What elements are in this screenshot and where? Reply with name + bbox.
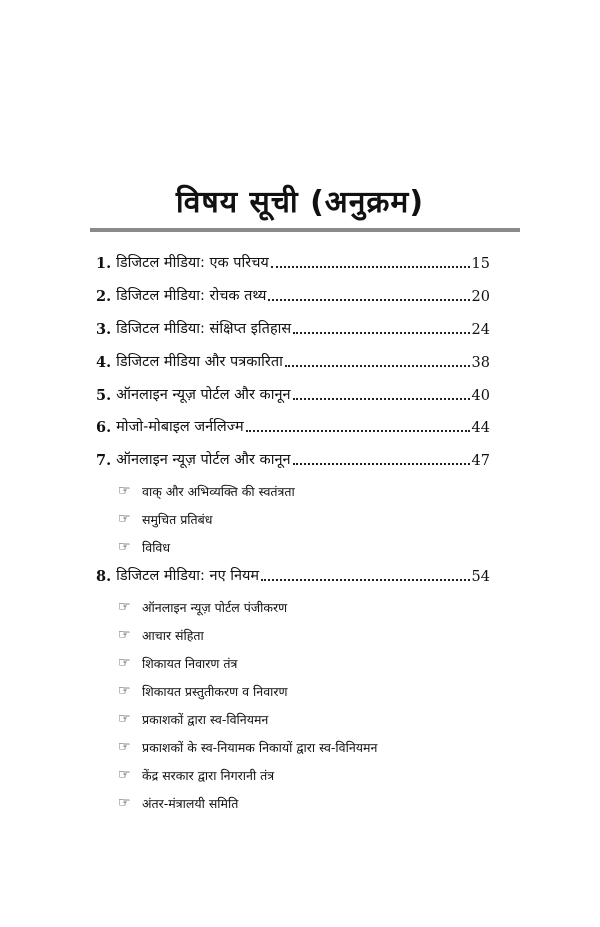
toc-entry-2[interactable] — [96, 283, 490, 305]
pointing-hand-icon: ☞ — [118, 599, 131, 615]
sub-item[interactable] — [118, 481, 295, 501]
sub-item[interactable] — [118, 765, 274, 785]
pointing-hand-icon: ☞ — [118, 627, 131, 643]
entry-number: 3. — [96, 321, 112, 338]
entry-page: 54 — [471, 569, 490, 585]
pointing-hand-icon: ☞ — [118, 683, 131, 699]
entry-title: डिजिटल मीडिया और पत्रकारिता — [116, 354, 283, 370]
page-title: विषय सूची (अनुक्रम) — [175, 185, 425, 220]
sub-item-label: विविध — [142, 539, 171, 555]
toc-entry-4[interactable] — [96, 349, 490, 371]
entry-number: 2. — [96, 288, 112, 305]
sub-item-label: आचार संहिता — [142, 627, 204, 643]
toc-entry-8[interactable] — [96, 563, 490, 585]
entry-title: डिजिटल मीडिया: संक्षिप्त इतिहास — [116, 321, 292, 337]
pointing-hand-icon: ☞ — [118, 539, 131, 555]
toc-entry-3[interactable] — [96, 316, 490, 338]
sub-item-label: प्रकाशकों द्वारा स्व-विनियमन — [142, 711, 269, 727]
entry-page: 40 — [471, 388, 490, 404]
sub-item-label: केंद्र सरकार द्वारा निगरानी तंत्र — [142, 767, 275, 783]
sub-item-label: समुचित प्रतिबंध — [142, 511, 213, 527]
entry-page: 20 — [471, 289, 490, 305]
pointing-hand-icon: ☞ — [118, 739, 131, 755]
entry-title: डिजिटल मीडिया: रोचक तथ्य — [116, 288, 267, 304]
entry-page: 38 — [471, 355, 490, 371]
sub-item-label: वाक् और अभिव्यक्ति की स्वतंत्रता — [142, 483, 295, 499]
pointing-hand-icon: ☞ — [118, 483, 131, 499]
leader-dots — [246, 429, 470, 432]
sub-item[interactable] — [118, 681, 288, 701]
sub-item[interactable] — [118, 737, 377, 757]
entry-page: 47 — [471, 453, 490, 469]
title-divider — [90, 228, 520, 232]
entry-number: 5. — [96, 387, 112, 404]
sub-item-label: शिकायत प्रस्तुतीकरण व निवारण — [142, 683, 288, 699]
toc-entry-6[interactable] — [96, 414, 490, 436]
entry-number: 4. — [96, 354, 112, 371]
leader-dots — [293, 397, 470, 400]
leader-dots — [261, 578, 469, 581]
sub-item-label: शिकायत निवारण तंत्र — [142, 655, 238, 671]
toc-entry-1[interactable] — [96, 250, 490, 272]
entry-title: ऑनलाइन न्यूज़ पोर्टल और कानून — [116, 452, 291, 468]
entry-number: 8. — [96, 568, 112, 585]
pointing-hand-icon: ☞ — [118, 511, 131, 527]
entry-number: 7. — [96, 452, 112, 469]
leader-dots — [293, 331, 469, 334]
sub-item-label: अंतर-मंत्रालयी समिति — [142, 795, 239, 811]
sub-item[interactable] — [118, 509, 213, 529]
entry-title: डिजिटल मीडिया: एक परिचय — [116, 255, 269, 271]
entry-title: मोजो-मोबाइल जर्नलिज्म — [116, 419, 244, 435]
entry-number: 1. — [96, 255, 112, 272]
entry-number: 6. — [96, 419, 112, 436]
leader-dots — [268, 298, 469, 301]
sub-item[interactable] — [118, 597, 287, 617]
pointing-hand-icon: ☞ — [118, 767, 131, 783]
sub-item[interactable] — [118, 709, 268, 729]
pointing-hand-icon: ☞ — [118, 795, 131, 811]
leader-dots — [285, 364, 470, 367]
sub-item[interactable] — [118, 653, 237, 673]
entry-title: ऑनलाइन न्यूज़ पोर्टल और कानून — [116, 387, 291, 403]
sub-item-label: ऑनलाइन न्यूज़ पोर्टल पंजीकरण — [142, 599, 288, 615]
entry-title: डिजिटल मीडिया: नए नियम — [116, 568, 260, 584]
entry-page: 15 — [471, 256, 490, 272]
toc-entry-5[interactable] — [96, 382, 490, 404]
sub-item[interactable] — [118, 793, 238, 813]
sub-item[interactable] — [118, 537, 170, 557]
pointing-hand-icon: ☞ — [118, 655, 131, 671]
toc-entry-7[interactable] — [96, 447, 490, 469]
entry-page: 44 — [471, 420, 490, 436]
sub-item[interactable] — [118, 625, 204, 645]
entry-page: 24 — [471, 322, 490, 338]
sub-item-label: प्रकाशकों के स्व-नियामक निकायों द्वारा स्व-विनियमन — [142, 739, 378, 755]
leader-dots — [271, 265, 470, 268]
pointing-hand-icon: ☞ — [118, 711, 131, 727]
leader-dots — [293, 462, 470, 465]
